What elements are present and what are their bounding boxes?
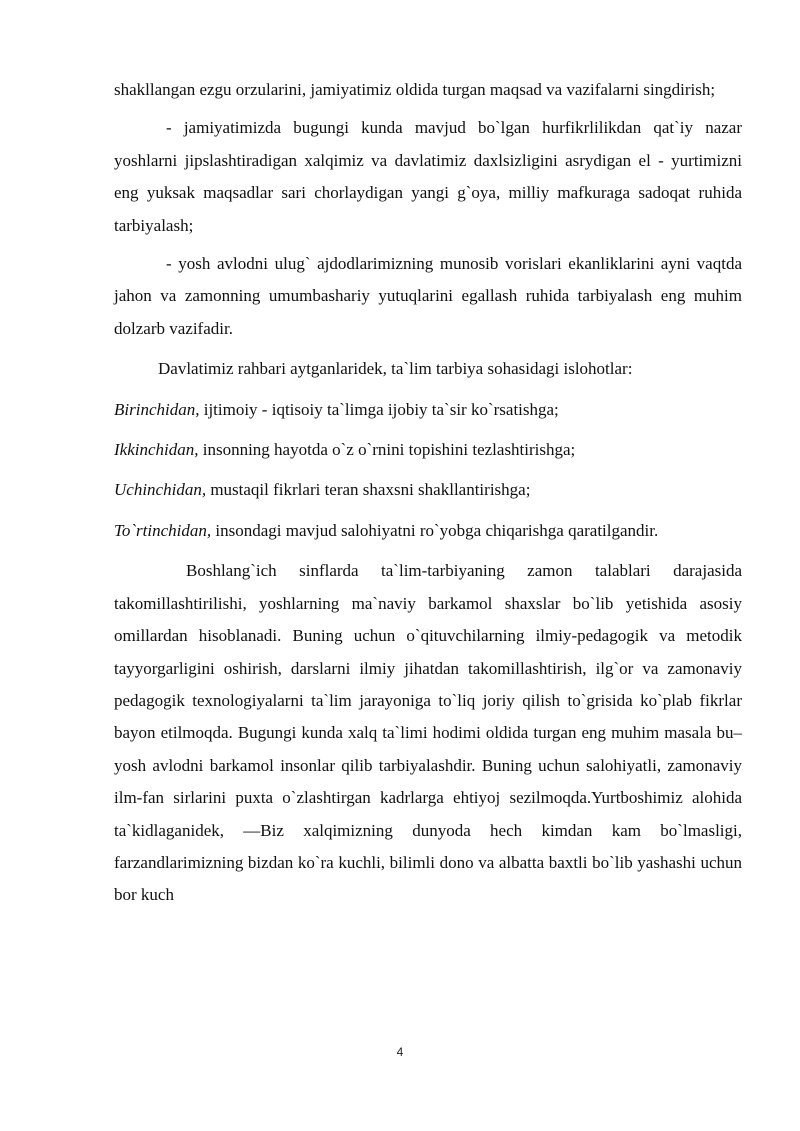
list-item-text: insonning hayotda o`z o`rnini topishini tezlashtirishga; [198, 440, 576, 460]
list-item-lead: Ikkinchidan, [114, 440, 199, 460]
page-number: 4 [396, 1045, 404, 1059]
list-item-lead: To`rtinchidan, [114, 520, 212, 540]
paragraph: - yosh avlodni ulug` ajdodlarimizning munosib vorislari ekanliklarini ayni vaqtda jahon va zamonning umumbashariy yutuqlarini egallash ruhida tarbiyalash eng muhim dolzarb vazifadir. [114, 254, 742, 338]
paragraph: - jamiyatimizda bugungi kunda mavjud bo`lgan hurfikrlilikdan qat`iy nazar yoshlarni jipslashtiradigan xalqimiz va davlatimiz daxlsizligini asrydigan el - yurtimizni eng yuksak maqsadlar sari chorlaydigan yangi g`oya, milliy mafkuraga sadoqat ruhida tarbiyalash; [114, 118, 742, 235]
list-item-text: insondagi mavjud salohiyatni ro`yobga chiqarishga qaratilgandir. [211, 520, 659, 540]
list-item-text: mustaqil fikrlari teran shaxsni shakllantirishga; [206, 480, 531, 500]
paragraph: Boshlang`ich sinflarda ta`lim-tarbiyaning zamon talablari darajasida takomillashtirilishi, yoshlarning ma`naviy barkamol shaxslar bo`lib yetishida asosiy omillardan hisoblanadi. Buning uchun o`qituvchilarning ilmiy-pedagogik va metodik tayyorgarligini oshirish, darslarni ilmiy jihatdan takomillashtirish, ilg`or va zamonaviy pedagogik texnologiyalarni ta`lim jarayoniga to`liq joriy qilish to`grisida ko`plab fikrlar bayon etilmoqda. Bugungi kunda xalq ta`limi hodimi oldida turgan eng muhim masala bu– yosh avlodni barkamol insonlar qilib tarbiyalashdir. Buning uchun salohiyatli, zamonaviy ilm-fan sirlarini puxta o`zlashtirgan kadrlarga ehtiyoj sezilmoqda.Yurtboshimiz alohida ta`kidlaganidek, ―Biz xalqimizning dunyoda hech kimdan kam bo`lmasligi, farzandlarimizning bizdan ko`ra kuchli, bilimli dono va albatta baxtli bo`lib yashashi uchun bor kuch [114, 561, 742, 905]
list-item-lead: Uchinchidan, [114, 480, 207, 500]
list-item [114, 434, 742, 466]
list-item [114, 474, 742, 506]
list-item [114, 515, 742, 547]
list-item [114, 394, 742, 426]
list-item-lead: Birinchidan, [114, 399, 200, 419]
list-item-text: ijtimoiy - iqtisoiy ta`limga ijobiy ta`sir ko`rsatishga; [199, 399, 559, 419]
paragraph: shakllangan ezgu orzularini, jamiyatimiz oldida turgan maqsad va vazifalarni singdirish; [114, 80, 716, 99]
document-body [114, 74, 742, 912]
paragraph: Davlatimiz rahbari aytganlaridek, ta`lim tarbiya sohasidagi islohotlar: [158, 359, 633, 379]
